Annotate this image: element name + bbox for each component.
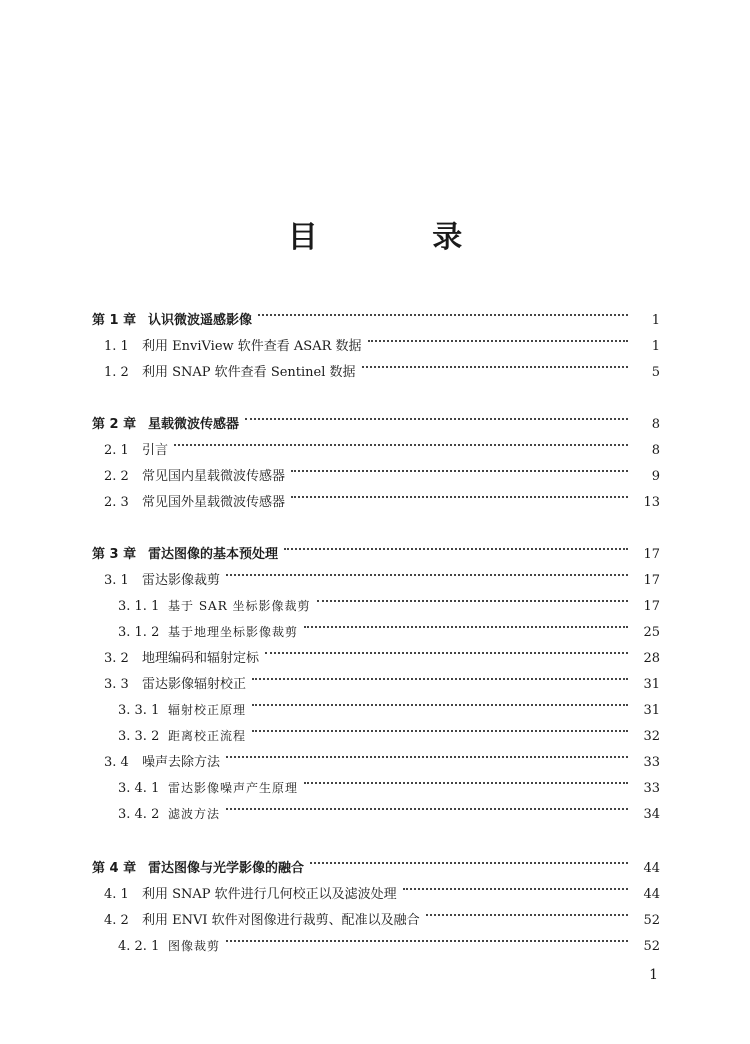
section-number: 3. 4 bbox=[104, 755, 129, 770]
toc-section-2-1[interactable] bbox=[104, 428, 660, 458]
dot-leader bbox=[426, 898, 628, 924]
subsection-number: 3. 3. 1 bbox=[118, 703, 160, 718]
dot-leader bbox=[304, 766, 628, 792]
section-number: 4. 2 bbox=[104, 913, 129, 928]
page-ref: 9 bbox=[651, 469, 660, 484]
page-ref: 32 bbox=[643, 729, 660, 744]
dot-leader bbox=[291, 454, 628, 480]
page-ref: 1 bbox=[651, 339, 660, 354]
dot-leader bbox=[291, 480, 628, 506]
subsection-title: 雷达影像噪声产生原理 bbox=[168, 781, 299, 795]
subsection-title: 辐射校正原理 bbox=[168, 703, 247, 717]
section-title: 常见国外星载微波传感器 bbox=[142, 495, 286, 510]
subsection-title: 距离校正流程 bbox=[168, 729, 247, 743]
dot-leader bbox=[310, 846, 628, 872]
dot-leader bbox=[362, 350, 628, 376]
page-ref: 5 bbox=[651, 365, 660, 380]
chapter-title: 雷达图像与光学影像的融合 bbox=[148, 861, 305, 876]
page-ref: 1 bbox=[651, 313, 660, 328]
page-ref: 34 bbox=[643, 807, 660, 822]
subsection-number: 3. 4. 2 bbox=[118, 807, 160, 822]
section-title: 利用 SNAP 软件进行几何校正以及滤波处理 bbox=[142, 887, 397, 902]
toc-chapter-2[interactable] bbox=[92, 402, 660, 432]
chapter-title: 雷达图像的基本预处理 bbox=[148, 547, 279, 562]
page-ref: 13 bbox=[643, 495, 660, 510]
dot-leader bbox=[284, 532, 628, 558]
chapter-title: 认识微波遥感影像 bbox=[148, 313, 253, 328]
dot-leader bbox=[245, 402, 628, 428]
toc-chapter-1[interactable] bbox=[92, 298, 660, 328]
toc-section-3-3[interactable] bbox=[104, 662, 660, 692]
toc-section-3-4[interactable] bbox=[104, 740, 660, 770]
section-number: 3. 3 bbox=[104, 677, 129, 692]
page-ref: 33 bbox=[643, 781, 660, 796]
page-ref: 44 bbox=[643, 887, 660, 902]
toc-subsection-3-1-1[interactable] bbox=[118, 584, 660, 614]
page-ref: 44 bbox=[643, 861, 660, 876]
section-number: 2. 2 bbox=[104, 469, 129, 484]
chapter-number: 第 2 章 bbox=[92, 417, 137, 432]
section-number: 2. 3 bbox=[104, 495, 129, 510]
dot-leader bbox=[252, 714, 628, 740]
subsection-title: 基于地理坐标影像裁剪 bbox=[168, 625, 299, 639]
page-ref: 17 bbox=[643, 599, 660, 614]
page-title: 目 录 bbox=[287, 220, 515, 255]
page-ref: 17 bbox=[643, 573, 660, 588]
subsection-number: 3. 1. 2 bbox=[118, 625, 160, 640]
page-ref: 31 bbox=[643, 703, 660, 718]
dot-leader bbox=[226, 792, 628, 818]
section-title: 利用 SNAP 软件查看 Sentinel 数据 bbox=[142, 365, 356, 380]
section-number: 3. 1 bbox=[104, 573, 129, 588]
page-ref: 17 bbox=[643, 547, 660, 562]
section-number: 3. 2 bbox=[104, 651, 129, 666]
section-title: 利用 EnviView 软件查看 ASAR 数据 bbox=[142, 339, 362, 354]
toc-section-4-2[interactable] bbox=[104, 898, 660, 928]
dot-leader bbox=[226, 740, 628, 766]
dot-leader bbox=[174, 428, 628, 454]
toc-section-2-2[interactable] bbox=[104, 454, 660, 484]
section-number: 1. 2 bbox=[104, 365, 129, 380]
page-ref: 8 bbox=[651, 443, 660, 458]
dot-leader bbox=[258, 298, 628, 324]
toc-section-4-1[interactable] bbox=[104, 872, 660, 902]
dot-leader bbox=[226, 924, 628, 950]
toc-subsection-3-1-2[interactable] bbox=[118, 610, 660, 640]
section-title: 引言 bbox=[142, 443, 169, 458]
page-number: 1 bbox=[649, 967, 658, 983]
toc-chapter-3[interactable] bbox=[92, 532, 660, 562]
dot-leader bbox=[368, 324, 628, 350]
section-title: 雷达影像辐射校正 bbox=[142, 677, 247, 692]
dot-leader bbox=[252, 662, 628, 688]
dot-leader bbox=[403, 872, 628, 898]
toc-section-1-2[interactable] bbox=[104, 350, 660, 380]
toc-chapter-4[interactable] bbox=[92, 846, 660, 876]
section-number: 2. 1 bbox=[104, 443, 129, 458]
dot-leader bbox=[226, 558, 628, 584]
subsection-number: 3. 3. 2 bbox=[118, 729, 160, 744]
dot-leader bbox=[265, 636, 628, 662]
page-ref: 52 bbox=[643, 939, 660, 954]
toc-section-3-1[interactable] bbox=[104, 558, 660, 588]
page-ref: 8 bbox=[651, 417, 660, 432]
dot-leader bbox=[252, 688, 628, 714]
page-ref: 31 bbox=[643, 677, 660, 692]
section-title: 地理编码和辐射定标 bbox=[142, 651, 260, 666]
chapter-number: 第 1 章 bbox=[92, 313, 137, 328]
toc-subsection-3-3-2[interactable] bbox=[118, 714, 660, 744]
subsection-number: 3. 1. 1 bbox=[118, 599, 160, 614]
toc-section-2-3[interactable] bbox=[104, 480, 660, 510]
subsection-number: 3. 4. 1 bbox=[118, 781, 160, 796]
subsection-title: 图像裁剪 bbox=[168, 939, 221, 953]
chapter-number: 第 3 章 bbox=[92, 547, 137, 562]
page-ref: 28 bbox=[643, 651, 660, 666]
chapter-number: 第 4 章 bbox=[92, 861, 137, 876]
subsection-title: 基于 SAR 坐标影像裁剪 bbox=[168, 599, 311, 613]
toc-subsection-3-4-1[interactable] bbox=[118, 766, 660, 796]
section-number: 1. 1 bbox=[104, 339, 129, 354]
section-title: 雷达影像裁剪 bbox=[142, 573, 221, 588]
section-title: 常见国内星载微波传感器 bbox=[142, 469, 286, 484]
toc-subsection-4-2-1[interactable] bbox=[118, 924, 660, 954]
page-ref: 52 bbox=[643, 913, 660, 928]
subsection-number: 4. 2. 1 bbox=[118, 939, 160, 954]
toc-section-1-1[interactable] bbox=[104, 324, 660, 354]
toc-subsection-3-4-2[interactable] bbox=[118, 792, 660, 822]
dot-leader bbox=[317, 584, 628, 610]
section-title: 噪声去除方法 bbox=[142, 755, 221, 770]
toc-subsection-3-3-1[interactable] bbox=[118, 688, 660, 718]
section-title: 利用 ENVI 软件对图像进行裁剪、配准以及融合 bbox=[142, 913, 420, 928]
subsection-title: 滤波方法 bbox=[168, 807, 221, 821]
dot-leader bbox=[304, 610, 628, 636]
toc-section-3-2[interactable] bbox=[104, 636, 660, 666]
page-ref: 25 bbox=[643, 625, 660, 640]
page-ref: 33 bbox=[643, 755, 660, 770]
section-number: 4. 1 bbox=[104, 887, 129, 902]
chapter-title: 星载微波传感器 bbox=[148, 417, 240, 432]
